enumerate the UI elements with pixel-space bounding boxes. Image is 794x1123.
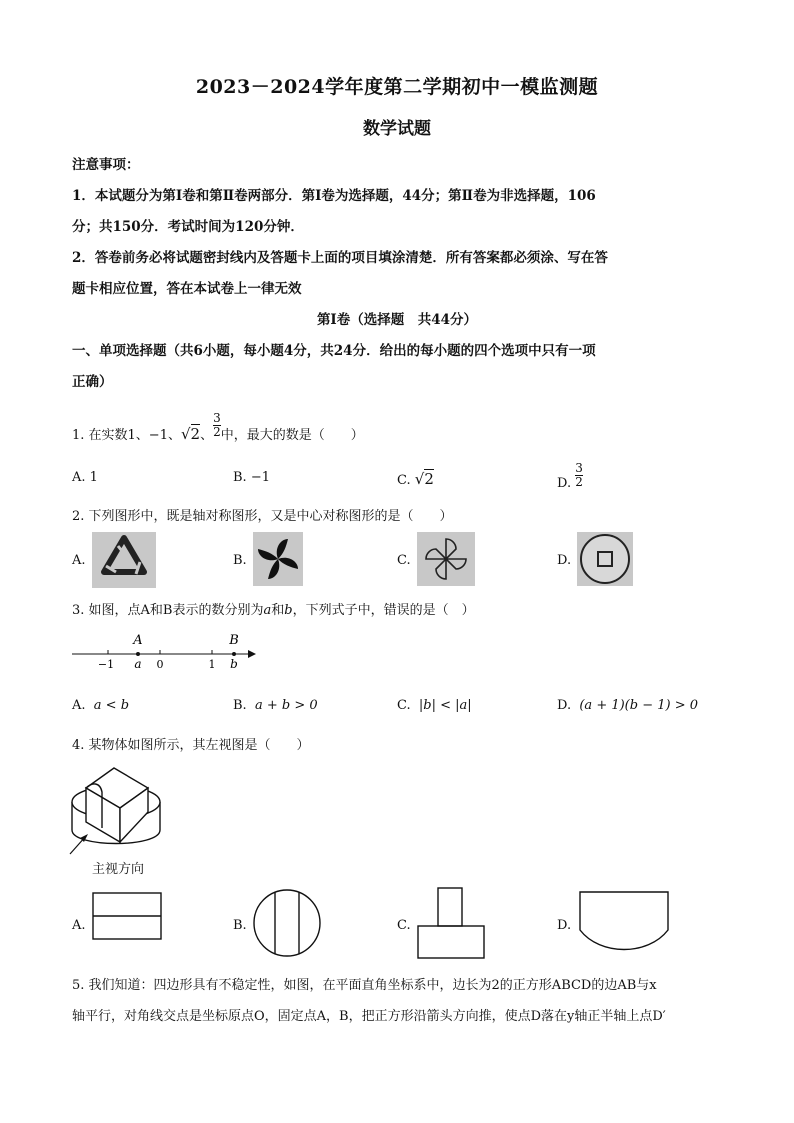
q2-option-d-label[interactable]: D. bbox=[557, 553, 572, 568]
q2-option-c-fan-figure[interactable] bbox=[417, 532, 475, 586]
q3-option-c[interactable]: C. |b| < |a| bbox=[397, 698, 472, 713]
question-5-line2: 轴平行，对角线交点是坐标原点O，固定点A，B，把正方形沿箭头方向推，使点D落在y轴正半轴上点D′ bbox=[72, 1009, 666, 1024]
question-4: 4. 某物体如图所示，其左视图是（ ） bbox=[72, 738, 310, 753]
q1-option-b[interactable]: B. −1 bbox=[233, 470, 270, 485]
page-title: 2023－2024学年度第二学期初中一模监测题 bbox=[195, 76, 599, 98]
question-1 bbox=[72, 411, 364, 449]
q4-option-b-figure[interactable] bbox=[252, 888, 322, 958]
q3-point-B-label: B bbox=[229, 633, 239, 648]
q1-prefix: 1. 在实数1、−1、 bbox=[72, 428, 181, 443]
question-5-line1: 5. 我们知道：四边形具有不稳定性，如图，在平面直角坐标系中，边长为2的正方形ABCD的边AB与x bbox=[72, 978, 657, 993]
q4-option-b-label[interactable]: B. bbox=[233, 918, 247, 933]
q4-option-a-figure[interactable] bbox=[92, 892, 164, 942]
q2-option-c-label[interactable]: C. bbox=[397, 553, 411, 568]
q3-tick-minus1: −1 bbox=[97, 658, 115, 671]
q4-option-c-figure[interactable] bbox=[416, 886, 488, 960]
q4-option-c-label[interactable]: C. bbox=[397, 918, 411, 933]
notice-item1-line1: 1．本试题分为第Ⅰ卷和第Ⅱ卷两部分．第Ⅰ卷为选择题，44分；第Ⅱ卷为非选择题，106 bbox=[72, 188, 596, 204]
q3-option-b[interactable]: B. a + b > 0 bbox=[233, 698, 318, 713]
notice-item1-line2: 分；共150分．考试时间为120分钟． bbox=[72, 219, 304, 235]
q3-tick-1: 1 bbox=[208, 658, 216, 671]
q4-option-a-label[interactable]: A. bbox=[72, 918, 86, 933]
q3-point-a: a bbox=[134, 657, 142, 671]
q2-option-b-label[interactable]: B. bbox=[233, 553, 247, 568]
q2-option-d-coin-figure[interactable] bbox=[577, 532, 633, 586]
q3-tick-0: 0 bbox=[156, 658, 164, 671]
notice-heading: 注意事项： bbox=[72, 157, 140, 173]
section-heading-line2: 正确） bbox=[72, 374, 113, 390]
q3-option-a[interactable]: A. a < b bbox=[72, 698, 130, 713]
page-subtitle: 数学试题 bbox=[363, 119, 431, 139]
q4-option-d-label[interactable]: D. bbox=[557, 918, 572, 933]
q3-point-b: b bbox=[230, 657, 238, 671]
q4-direction-label: 主视方向 bbox=[92, 862, 145, 877]
q1-suffix: 中，最大的数是（ ） bbox=[220, 428, 364, 443]
q4-solid-figure bbox=[66, 762, 166, 858]
q1-fraction: $\frac{3}{2}$ bbox=[213, 411, 221, 439]
q2-option-b-pinwheel-figure[interactable] bbox=[253, 532, 303, 586]
q3-point-A-label: A bbox=[133, 633, 143, 648]
notice-item2-line2: 题卡相应位置，答在本试卷上一律无效 bbox=[72, 281, 302, 297]
q2-option-a-recycle-figure[interactable] bbox=[92, 532, 156, 588]
q1-sep: 、 bbox=[200, 428, 214, 443]
notice-item2-line1: 2．答卷前务必将试题密封线内及答题卡上面的项目填涂清楚．所有答案都必须涂、写在答 bbox=[72, 250, 608, 266]
question-2: 2. 下列图形中，既是轴对称图形，又是中心对称图形的是（ ） bbox=[72, 509, 453, 524]
q1-option-c[interactable]: C. √2 bbox=[397, 470, 434, 488]
section-heading-line1: 一、单项选择题（共6小题，每小题4分，共24分．给出的每小题的四个选项中只有一项 bbox=[72, 343, 596, 359]
part1-heading: 第Ⅰ卷（选择题 共44分） bbox=[316, 312, 478, 328]
q3-number-line bbox=[70, 630, 262, 674]
question-3: 3. 如图，点A和B表示的数分别为a和b，下列式子中，错误的是（ ） bbox=[72, 603, 475, 618]
q2-option-a-label[interactable]: A. bbox=[72, 553, 86, 568]
q3-option-d[interactable]: D. (a + 1)(b − 1) > 0 bbox=[557, 698, 699, 713]
q1-option-a[interactable]: A. 1 bbox=[72, 470, 98, 485]
q1-sqrt: √2 bbox=[180, 425, 201, 443]
q1-option-d[interactable]: D. $\frac{3}{2}$ bbox=[557, 461, 583, 491]
q4-option-d-figure[interactable] bbox=[578, 890, 670, 956]
